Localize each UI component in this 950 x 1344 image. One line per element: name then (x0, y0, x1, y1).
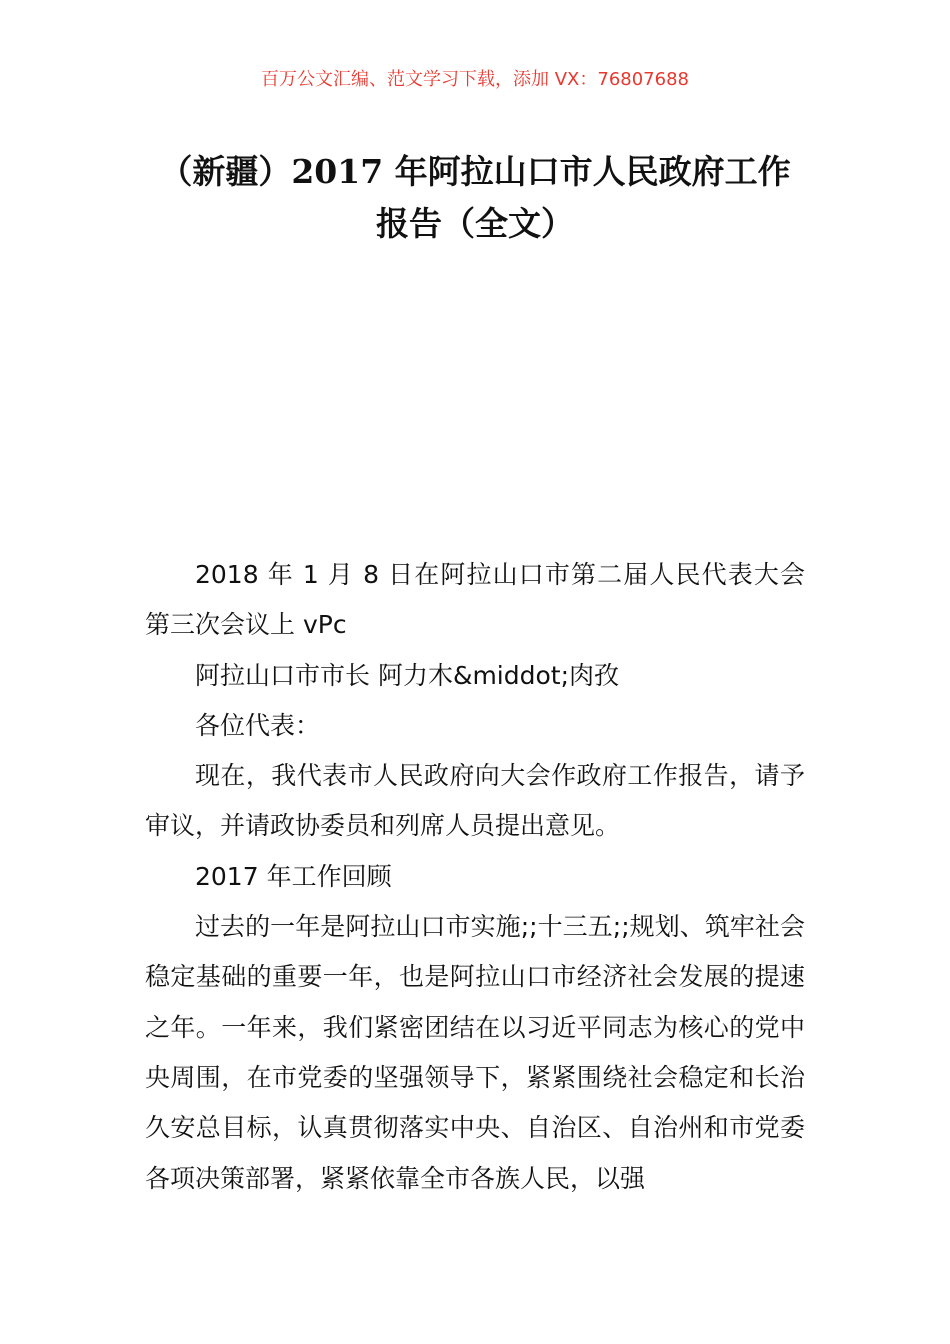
speaker-line: 阿拉山口市市长 阿力木&middot;肉孜 (195, 660, 620, 690)
document-title: （新疆）2017 年阿拉山口市人民政府工作报告（全文） (159, 152, 791, 243)
section-heading: 2017 年工作回顾 (195, 861, 392, 891)
review-paragraph: 过去的一年是阿拉山口市实施;;十三五;;规划、筑牢社会稳定基础的重要一年，也是阿拉山口市经济社会发展的提速之年。一年来，我们紧密团结在以习近平同志为核心的党中央周围，在市党委的坚强领导下，紧紧围绕社会稳定和长治久安总目标，认真贯彻落实中央、自治区、自治州和市党委各项决策部署，紧紧依靠全市各族人民，以强 (145, 912, 805, 1193)
meeting-date-line: 2018 年 1 月 8 日在阿拉山口市第二届人民代表大会第三次会议上 vPc (145, 560, 805, 640)
salutation: 各位代表： (195, 710, 321, 740)
header-note: 百万公文汇编、范文学习下载，添加 VX：76807688 (261, 69, 689, 90)
document-body (145, 550, 805, 1204)
intro-paragraph: 现在，我代表市人民政府向大会作政府工作报告，请予审议，并请政协委员和列席人员提出意见。 (145, 761, 805, 841)
